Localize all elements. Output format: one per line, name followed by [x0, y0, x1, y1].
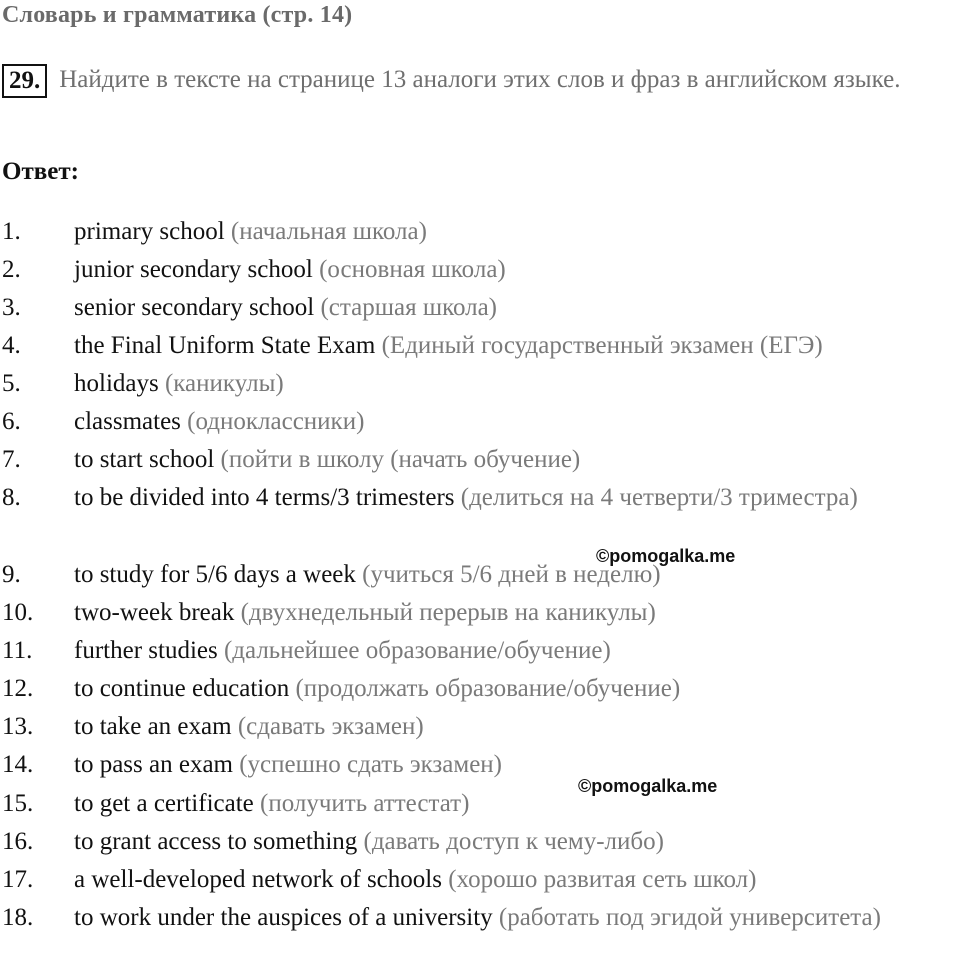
item-number: 18. [2, 904, 34, 931]
item-russian: (старшая школа) [320, 294, 498, 321]
list-item [0, 785, 960, 823]
item-english: classmates [74, 408, 181, 435]
item-number: 2. [2, 256, 21, 283]
item-russian: (успешно сдать экзамен) [239, 751, 502, 778]
item-english: two-week break [74, 599, 235, 626]
item-english: to be divided into 4 terms/3 trimesters [74, 484, 455, 511]
item-english: junior secondary school [74, 256, 313, 283]
list-item [0, 594, 960, 632]
item-russian: (дальнейшее образование/обучение) [223, 637, 611, 664]
item-english: the Final Uniform State Exam [74, 332, 376, 359]
item-number: 5. [2, 370, 21, 397]
item-english: to start school [74, 446, 215, 473]
item-number: 7. [2, 446, 21, 473]
item-number: 16. [2, 828, 34, 855]
list-item [0, 823, 960, 861]
list-item [0, 251, 960, 289]
item-russian: (сдавать экзамен) [237, 713, 424, 740]
item-number: 13. [2, 713, 34, 740]
list-item [0, 403, 960, 441]
list-item [0, 670, 960, 708]
item-english: to study for 5/6 days a week [74, 561, 356, 588]
item-russian: (делиться на 4 четверти/3 триместра) [460, 484, 858, 511]
item-number: 17. [2, 866, 34, 893]
item-russian: (Единый государственный экзамен (ЕГЭ) [381, 332, 823, 359]
item-number: 10. [2, 599, 34, 626]
item-number: 3. [2, 294, 21, 321]
item-english: primary school [74, 218, 225, 245]
list-item [0, 861, 960, 899]
item-english: senior secondary school [74, 294, 315, 321]
item-russian: (начальная школа) [230, 218, 427, 245]
item-english: further studies [74, 637, 218, 664]
item-english: holidays [74, 370, 159, 397]
item-english: to pass an exam [74, 751, 233, 778]
item-russian: (двухнедельный перерыв на каникулы) [240, 599, 656, 626]
list-item [0, 746, 960, 784]
page-heading: Словарь и грамматика (стр. 14) [2, 2, 353, 28]
item-russian: (продолжать образование/обучение) [295, 675, 681, 702]
item-number: 12. [2, 675, 34, 702]
item-english: to grant access to something [74, 828, 358, 855]
watermark: ©pomogalka.me [578, 776, 718, 796]
item-russian: (пойти в школу (начать обучение) [220, 446, 581, 473]
list-item [0, 556, 960, 594]
item-number: 1. [2, 218, 21, 245]
item-russian: (хорошо развитая сеть школ) [448, 866, 757, 893]
list-item [0, 289, 960, 327]
item-russian: (основная школа) [319, 256, 506, 283]
item-number: 15. [2, 790, 34, 817]
item-number: 11. [2, 637, 33, 664]
list-item [0, 327, 960, 365]
item-russian: (работать под эгидой университета) [498, 904, 881, 931]
answer-label: Ответ: [2, 158, 79, 185]
item-english: to work under the auspices of a university [74, 904, 493, 931]
task-number: 29. [2, 64, 47, 98]
item-russian: (каникулы) [164, 370, 284, 397]
item-english: a well-developed network of schools [74, 866, 442, 893]
item-english: to continue education [74, 675, 290, 702]
list-item [0, 708, 960, 746]
item-number: 9. [2, 561, 21, 588]
item-number: 4. [2, 332, 21, 359]
item-english: to take an exam [74, 713, 232, 740]
item-number: 14. [2, 751, 34, 778]
list-item [0, 441, 960, 479]
list-item [0, 899, 960, 937]
list-item [0, 213, 960, 251]
item-russian: (одноклассники) [187, 408, 365, 435]
list-item [0, 632, 960, 670]
task-statement [2, 60, 958, 99]
item-number: 8. [2, 484, 21, 511]
item-russian: (давать доступ к чему-либо) [363, 828, 664, 855]
item-russian: (учиться 5/6 дней в неделю) [362, 561, 661, 588]
item-number: 6. [2, 408, 21, 435]
watermark: ©pomogalka.me [596, 546, 736, 566]
item-english: to get a certificate [74, 790, 254, 817]
task-text: Найдите в тексте на странице 13 аналоги этих слов и фраз в английском языке. [59, 66, 901, 93]
item-russian: (получить аттестат) [260, 790, 470, 817]
list-item [0, 479, 960, 517]
list-item [0, 365, 960, 403]
